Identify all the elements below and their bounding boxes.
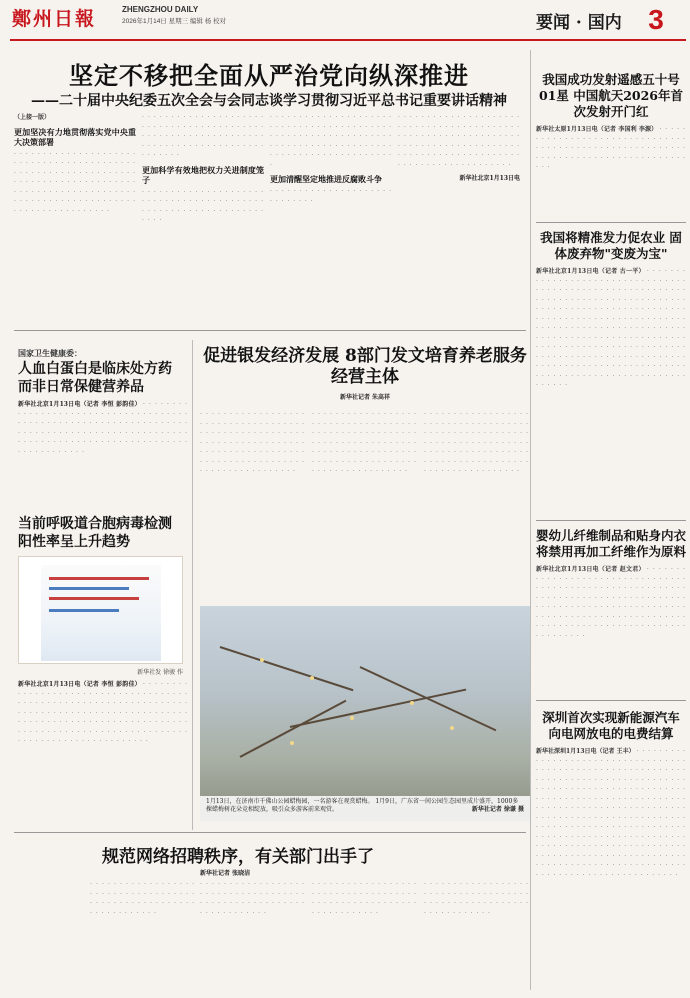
text-block: · · · · · · · · · · · · · · · · · · · · · · · · · · · · · · · · · · · · · · · · · · · · · · · · · · · · · · · · · · · · · · · · · · · · · · · · · · · · · · · · · · · · · · · · · · · · · · · · · · · · · · · · · · · · · · · · · · · · · · · · · · · · · <box>424 411 529 475</box>
platform-dateline: 新华社北京1月13日电（记者 古一平） <box>536 268 645 275</box>
section-divider <box>14 832 526 833</box>
ev-dateline: 新华社深圳1月13日电（记者 王丰） <box>536 748 635 755</box>
newspaper-logo: 鄭州日報 <box>12 8 97 30</box>
poster-stripe <box>49 609 119 612</box>
lead-dateline: 新华社北京1月13日电 <box>459 175 520 182</box>
poster-stripe <box>49 597 139 600</box>
photo-branch <box>240 700 347 758</box>
launch-headline: 我国成功发射遥感五十号01星 中国航天2026年首次发射开门红 <box>538 72 684 119</box>
photo-caption-text: 1月13日，在济南市千佛山公园蜡梅园，一名游客在观赏蜡梅。 1月9日，广东省一间公园生态园里成片盛开，1000多棵蜡梅树花朵竞相绽放，吸引众多游客前来观赏。 <box>206 798 519 813</box>
photo-branch <box>220 646 354 691</box>
formula-headline: 婴幼儿纤维制品和贴身内衣 将禁用再加工纤维作为原料 <box>536 528 687 559</box>
photo-branch <box>290 689 466 728</box>
lead-subhead-3: 更加清醒坚定地推进反腐败斗争 <box>270 174 382 184</box>
health-body <box>18 400 188 510</box>
lead-kicker: （上接一版） <box>14 114 51 121</box>
platform-body <box>536 267 686 535</box>
text-block: · · · · · · · · · · · · · · · · · · · · · · · · · · · · · · · · · · · · · · · · · · · · · · · · · · · · · · · · · · · · · · · · · · · · · · · · · · · · · · · · · · · · · · · · · · · · · · · · · · · · · · · · · · · · · · · · · · · · · · · · · · · · · · · · · · · · · · · · · · · · · · · · · · · · · · · · · · · · · · · · · · · · · · · · · · · · · · · · · · · · · · · · · · · · · · · · · · · · · · · · · · · · · · · · · · · · · · · · · · · · · · · · · · · · · · · · · · · · · · · · · · · · · · · · · · · · · · · · · · · · · · · · · · · · · · · · · · · · · · · · · · · · · · · · · · · · · · · · · · · · · · · · · · · · · · · · · · · · · · · · · · · · · · · · · · · · · · · · · · · · · · · · · · <box>536 748 686 879</box>
finance-column-3 <box>424 410 529 610</box>
lead-headline: 坚定不移把全面从严治党向纵深推进 <box>69 61 469 90</box>
cyber-column-1 <box>90 880 195 992</box>
issue-meta: 2026年1月14日 星期三 编辑 杨 校对 <box>122 18 227 25</box>
launch-dateline: 新华社太原1月13日电（记者 李国利 李源） <box>536 126 658 133</box>
platform-article <box>536 230 686 535</box>
finance-column-2 <box>312 410 417 610</box>
text-block: · · · · · · · · · · · · · · · · · · · · · · · · · · · · · · · · · · · · · · · · · · · · · · · · · · · · · · · · · · · · · · · · · · · · · · · · · · · · · · · · · · · · · · · · · · · · · · · · · · · · · · · · · · <box>270 114 392 169</box>
ev-body <box>536 747 686 987</box>
photo-branch <box>360 666 497 731</box>
section-title: 要闻 · 国内 <box>536 13 622 33</box>
finance-headline: 促进银发经济发展 8部门发文培育养老服务经营主体 <box>203 346 527 387</box>
photo-caption <box>200 796 530 821</box>
lead-column-3 <box>270 113 392 313</box>
news-photo <box>200 606 530 821</box>
text-block: · · · · · · · · · · · · · · · · · · · · · · · · · · · · · · · · · · · · · · · · · · · · · · · · · · · · · · · · · · · · · · · · · · <box>200 881 305 917</box>
text-block: · · · · · · · · · · · · · · · · · · · · · · · · · · · · · · · · · · · · · · · · · · · · · · · · · · · · · · · · · · · · · · · · · · · · · · · · · · · · · · · · · · · · · · · · · · · <box>142 114 264 159</box>
ev-article <box>536 710 686 987</box>
text-block: · · · · · · · · · · · · · · · · · · · · · · · · · · · · · · · · · · · · · · · · · · · · · · · · · · · · · · · · · · · · · · · · · · <box>312 881 417 917</box>
health-kicker: 国家卫生健康委： <box>18 348 82 358</box>
lead-column-2 <box>142 113 264 313</box>
lead-subhead-1: 更加坚决有力地贯彻落实党中央重大决策部署 <box>14 126 136 147</box>
english-name: ZHENGZHOU DAILY <box>122 5 199 14</box>
cyber-headline: 规范网络招聘秩序，有关部门出手了 <box>102 847 374 867</box>
text-block: · · · · · · · · · · · · · · · · · · · · · · · · · · · · · <box>270 188 392 205</box>
finance-column-1 <box>200 410 305 610</box>
poster-stripe <box>49 577 149 580</box>
launch-article <box>536 72 686 245</box>
text-block: · · · · · · · · · · · · · · · · · · · · · · · · · · · · · · · · · · · · · · · · · · · · · · · · · · · · · · · · · · · · · · · · · · · · · · · · · · · · · · · · · · · · · · · · · · · · · · · · · · · · · · · · · · · · · · · · · · · · · · · · · · · · · <box>200 411 305 475</box>
respiratory-body <box>18 680 188 822</box>
text-block: · · · · · · · · · · · · · · · · · · · · · · · · · · · · · · · · · · · · · · · · · · · · · · · · · · · · · · · · · · · · · · · · · · · · · · · · · · · · · · · · · · · · · · · · · · · · · · · · · · · · · · · · · · · · · · · · · · · · · · · · · · · · · · · · · · · · · · · · · · · · · · · <box>14 150 136 215</box>
column-divider <box>192 340 193 830</box>
lead-subtitle: ——二十届中央纪委五次全会与会同志谈学习贯彻习近平总书记重要讲话精神 <box>31 93 507 109</box>
cyber-byline: 新华社记者 张晓洁 <box>200 870 251 877</box>
masthead <box>0 0 690 40</box>
lead-subhead-2: 更加科学有效地把权力关进制度笼子 <box>142 164 264 185</box>
launch-body <box>536 125 686 245</box>
photo-blossom <box>450 726 454 730</box>
page-number: 3 <box>648 4 664 35</box>
photo-caption-credit: 新华社记者 徐谦 摄 <box>471 806 524 813</box>
poster-graphic <box>41 565 161 661</box>
section-divider <box>536 222 686 223</box>
text-block: · · · · · · · · · · · · · · · · · · · · · · · · · · · · · · · · · · · · · · · · · · · · · · · · · · · · · · · · · · · · · · · · · · · · · · · · · · · · · · · · · · · · · · · · · · · · · · · · · · · · · · · · · · · · · · · · · · · · · · · · · · · · · · · · · · · · · · · · <box>18 401 188 456</box>
header-rule <box>10 39 686 41</box>
formula-article <box>536 528 686 695</box>
formula-dateline: 新华社北京1月13日电（记者 赵文君） <box>536 566 645 573</box>
photo-blossom <box>310 676 314 680</box>
cyber-column-4 <box>424 880 529 992</box>
cyber-column-2 <box>200 880 305 992</box>
cyber-column-3 <box>312 880 417 992</box>
photo-blossom <box>260 658 264 662</box>
text-block: · · · · · · · · · · · · · · · · · · · · · · · · · · · · · · · · · · · · · · · · · · · · · · · · · · · · · · · · · · · · · · · · · · · · · · · · · · · · · · · · · · · · · · · · · · · · · · · · · · · · · · · · · · · · · · · · · · · · · · · · · · · · · <box>312 411 417 475</box>
infographic-image <box>18 556 183 664</box>
finance-byline: 新华社记者 朱高祥 <box>339 394 391 401</box>
section-divider <box>536 520 686 521</box>
lead-column-1 <box>14 113 136 313</box>
text-block: · · · · · · · · · · · · · · · · · · · · · · · · · · · · · · · · · · · · · · · · · · · · · · · · · · · · · · · · · · · · · · · · · · · · · · · · · · · · · · · · · · · · · · <box>536 126 686 171</box>
photo-blossom <box>410 701 414 705</box>
lead-column-4 <box>398 113 520 313</box>
text-block: · · · · · · · · · · · · · · · · · · · · · · · · · · · · · · · · · · · · · · · · · · · · · · · · · · · · · · · · · · · · · · · · · · · · · · · · · · · · · · · · · · · · · · · · · · · · · · · · · · · · · · · · · · · · · · · · · · · · · · · · · · · · · <box>398 114 520 169</box>
text-block: · · · · · · · · · · · · · · · · · · · · · · · · · · · · · · · · · · · · · · · · · · · · · · · · · · · · · · · · · · · · · · · · · · · · · · · · · · · · · · · · · · · · · · · · · · · · · · · · · · · · · · · · · · · · · · · · · · · · · · · · · · · · · · · · · · · · · · · · · · · · · · · · · · · · · · · · · · · · · · · · · · · · · · · · · · · · · · · · · · · · · · · · · · · · · · · · · · · · · · · · · · · · · · · · · · · · · · · · · · · · · · · · · · · · · · · · · · · · · · · · · · · · · · · · · · · · · · · · · · · · · · · · · · · · · · · · · · · · · · · · · · · · · · · · · · · · · · · · · · · <box>536 268 686 389</box>
respiratory-dateline: 新华社北京1月13日电（记者 李恒 彭韵佳） <box>18 681 141 688</box>
photo-blossom <box>350 716 354 720</box>
formula-body <box>536 565 686 695</box>
text-block: · · · · · · · · · · · · · · · · · · · · · · · · · · · · · · · · · · · · · · · · · · · · · · · · · · · · · · · · · · · · · · · · · · · · · · · · · · · · · · · · · · · · · · · · · · · · · · · · · · · · · · · · · · · · · · · · · · · · · · · · · · · · · · · · · · · · · · · · · · · · · · · · · · · · · · · · · · · · · · · · · · · · · · · · · · · · <box>536 566 686 640</box>
ev-headline: 深圳首次实现新能源汽车 向电网放电的电费结算 <box>542 710 680 741</box>
text-block: · · · · · · · · · · · · · · · · · · · · · · · · · · · · · · · · · · · · · · · · · · · · · · · · · · · · · · · · · · · · · · · · · · <box>424 881 529 917</box>
section-divider <box>14 330 526 331</box>
text-block: · · · · · · · · · · · · · · · · · · · · · · · · · · · · · · · · · · · · · · · · · · · · · · · · · · · · · · · · · · · · · · · · · · · · · · · · · · · · · · · · · · · · · · · · · · · · · · · · · · · · · · · · · · · · · · · · · · · · · · · · · · · · · · · · · · · · · · · · · · · · · · · · · · · · · · · · · · · · · · · · · · · · · · · · · · · · · · · · <box>18 681 188 745</box>
photo-credit: 新华社发 徐骏 作 <box>137 669 183 676</box>
photo-blossom <box>290 741 294 745</box>
text-block: · · · · · · · · · · · · · · · · · · · · · · · · · · · · · · · · · · · · · · · · · · · · · · · · · · · · · · · · · · · · · · · · · · · <box>142 188 264 224</box>
text-block: · · · · · · · · · · · · · · · · · · · · · · · · · · · · · · · · · · · · · · · · · · · · · · · · · · · · · · · · · · · · · · · · · · <box>90 881 195 917</box>
poster-stripe <box>49 587 129 590</box>
health-dateline: 新华社北京1月13日电（记者 李恒 彭韵佳） <box>18 401 141 408</box>
respiratory-headline: 当前呼吸道合胞病毒检测阳性率呈上升趋势 <box>18 516 172 550</box>
health-headline: 人血白蛋白是临床处方药而非日常保健营养品 <box>18 361 172 395</box>
section-divider <box>536 700 686 701</box>
platform-headline: 我国将精准发力促农业 固体废弃物"变废为宝" <box>540 230 682 261</box>
